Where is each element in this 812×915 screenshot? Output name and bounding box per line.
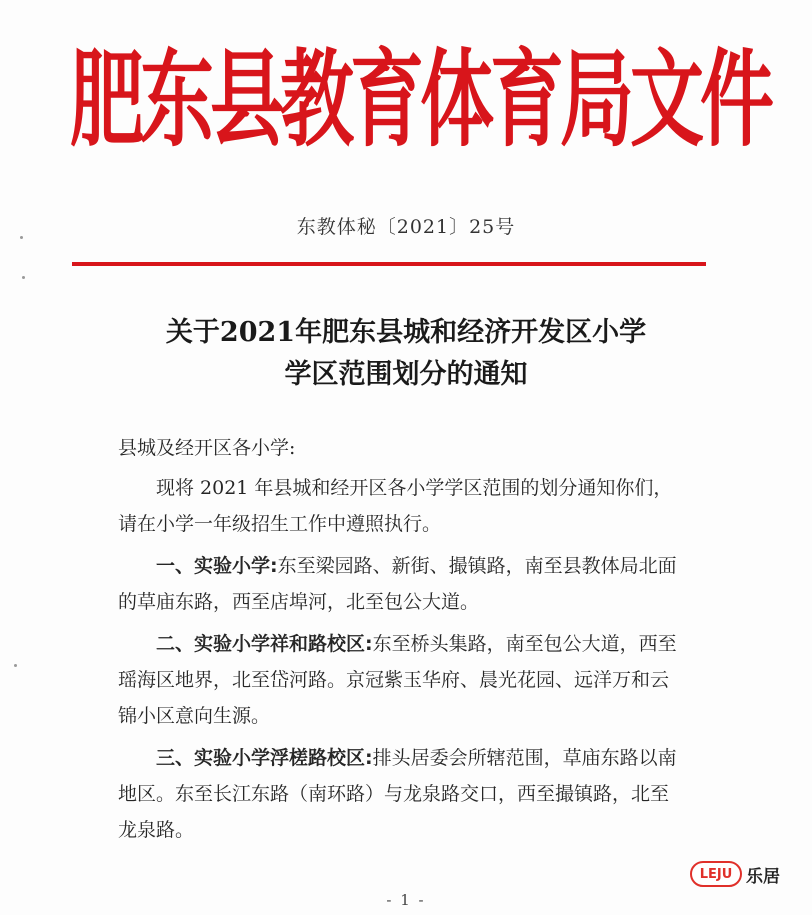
salutation: 县城及经开区各小学: xyxy=(118,437,296,459)
section-text-3: 排头居委会所辖范围，草庙东路以南地区。东至长江东路（南环路）与龙泉路交口，西至撮镇路，北至龙泉路。 xyxy=(118,747,677,841)
notice-title xyxy=(0,312,812,396)
scan-speck xyxy=(20,236,23,239)
leju-watermark-logo xyxy=(690,858,780,890)
notice-body xyxy=(118,430,678,848)
page-number: - 1 - xyxy=(386,891,426,909)
notice-title-line-1: 关于2021年肥东县城和经济开发区小学 xyxy=(165,317,647,348)
section-heading-1: 一、实验小学: xyxy=(156,555,278,577)
document-number: 东教体秘〔2021〕25号 xyxy=(296,216,516,238)
section-paragraph-2 xyxy=(118,626,678,734)
leju-logo-icon: LEJU xyxy=(690,861,742,887)
agency-header-title: 肥东县教育体育局文件 xyxy=(70,39,770,162)
notice-title-line-2: 学区范围划分的通知 xyxy=(284,359,528,390)
leju-logo-text: 乐居 xyxy=(746,866,780,887)
section-heading-3: 三、实验小学浮槎路校区: xyxy=(156,747,373,769)
section-heading-2: 二、实验小学祥和路校区: xyxy=(156,633,373,655)
scan-speck xyxy=(22,276,25,279)
section-paragraph-1 xyxy=(118,548,678,620)
intro-paragraph: 现将 2021 年县城和经开区各小学学区范围的划分通知你们，请在小学一年级招生工作中遵照执行。 xyxy=(118,477,673,535)
scan-speck xyxy=(14,664,17,667)
section-paragraph-3 xyxy=(118,740,678,848)
red-separator-line xyxy=(72,262,706,266)
section-text-1: 东至梁园路、新街、撮镇路，南至县教体局北面的草庙东路，西至店埠河，北至包公大道。 xyxy=(118,555,677,613)
section-text-2: 东至桥头集路，南至包公大道，西至瑶海区地界，北至岱河路。京冠紫玉华府、晨光花园、远洋万和云锦小区意向生源。 xyxy=(118,633,677,727)
